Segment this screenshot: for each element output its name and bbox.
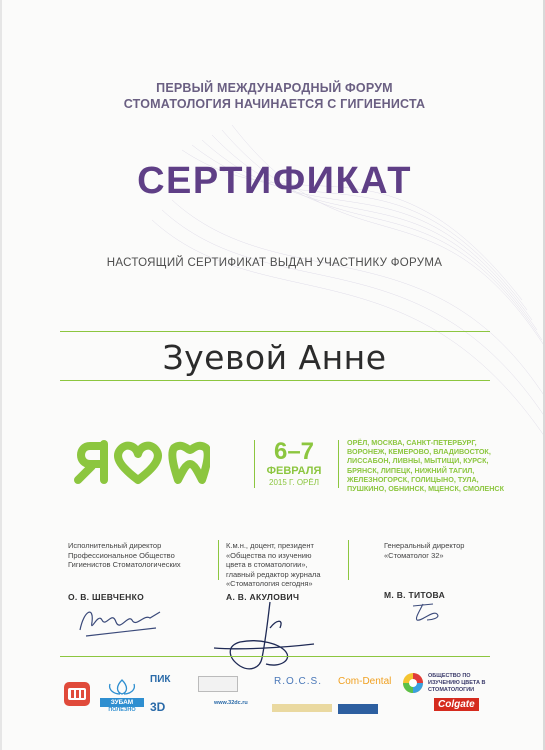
position-line: Профессиональное Общество xyxy=(68,550,175,560)
sponsor-logos xyxy=(62,668,502,716)
position-line: Исполнительный директор xyxy=(68,541,162,550)
signatory-3-name: М. В. ТИТОВА xyxy=(384,590,446,600)
sponsor-color-society: ОБЩЕСТВО ПО ИЗУЧЕНИЮ ЦВЕТА В СТОМАТОЛОГИИ xyxy=(428,673,486,693)
position-line: «Общества по изучению xyxy=(226,550,312,560)
cities-line: ЖЕЛЕЗНОГОРСК, ГОЛИЦЫНО, ТУЛА, xyxy=(347,474,479,484)
sponsor-rocs: R.O.C.S. xyxy=(274,676,323,687)
issued-text: НАСТОЯЩИЙ СЕРТИФИКАТ ВЫДАН УЧАСТНИКУ ФОРУМА xyxy=(106,257,443,269)
signatory-3-position xyxy=(384,541,504,560)
event-dates: 6–7 xyxy=(273,438,315,465)
sponsor-logo-blue-bar xyxy=(338,704,378,714)
signatory-2-position xyxy=(226,541,346,589)
sponsor-logo-red-icon xyxy=(62,680,92,708)
color-wheel-icon xyxy=(402,672,424,694)
signatory-separator xyxy=(218,540,219,580)
forum-title-line-2: СТОМАТОЛОГИЯ НАЧИНАЕТСЯ С ГИГИЕНИСТА xyxy=(123,97,426,111)
recipient-name: Зуевой Анне xyxy=(162,338,387,377)
signatory-separator xyxy=(348,540,349,580)
certificate-title: СЕРТИФИКАТ xyxy=(137,160,412,202)
cities-line: БРЯНСК, ЛИПЕЦК, НИЖНИЙ ТАГИЛ, xyxy=(347,465,475,475)
signatory-1-position xyxy=(68,541,218,570)
position-line: Генеральный директор xyxy=(384,541,465,550)
sponsor-3d: 3D xyxy=(150,700,166,714)
position-line: главный редактор журнала xyxy=(226,569,321,579)
sponsor-zubam xyxy=(100,678,144,713)
cities-line: ПУШКИНО, ОБНИНСК, МЦЕНСК, СМОЛЕНСК xyxy=(347,484,504,494)
zubam-label: ЗУБАМ xyxy=(100,698,144,707)
position-line: «Стоматолог 32» xyxy=(384,550,444,560)
cities-list xyxy=(347,438,507,493)
sponsor-logo-box xyxy=(198,676,238,692)
signature-2-icon xyxy=(210,598,320,678)
logo-separator xyxy=(254,440,255,488)
sponsor-colgate: Colgate xyxy=(434,698,479,711)
polezno-label: ПОЛЕЗНО xyxy=(108,707,136,713)
position-line: К.м.н., доцент, президент xyxy=(226,541,314,550)
position-line: цвета в стоматологии», xyxy=(226,560,308,569)
signatory-1-name: О. В. ШЕВЧЕНКО xyxy=(68,592,145,602)
position-line: Гигиенистов Стоматологических xyxy=(68,560,181,569)
cities-line: ОРЁЛ, МОСКВА, САНКТ-ПЕТЕРБУРГ, xyxy=(347,438,477,447)
date-separator xyxy=(338,440,339,488)
signature-1-icon xyxy=(72,600,167,645)
lotus-icon xyxy=(100,678,144,696)
cities-line: ВОРОНЕЖ, КЕМЕРОВО, ВЛАДИВОСТОК, xyxy=(347,447,491,457)
event-month: ФЕВРАЛЯ xyxy=(266,465,322,477)
sponsor-pik: ПИК xyxy=(150,674,171,685)
event-year-city: 2015 Г. ОРЁЛ xyxy=(269,478,319,487)
forum-title xyxy=(2,80,545,112)
top-divider xyxy=(60,331,490,332)
forum-logo-icon xyxy=(70,438,210,486)
sponsor-comdental: Com-Dental xyxy=(338,676,392,687)
signatory-2-name: А. В. АКУЛОВИЧ xyxy=(226,592,300,602)
signature-3-icon xyxy=(407,598,447,624)
sponsor-logo-bar xyxy=(272,704,332,712)
cities-line: ЛИССАБОН, ЛИВНЫ, МЫТИЩИ, КУРСК, xyxy=(347,456,489,466)
forum-title-line-1: ПЕРВЫЙ МЕЖДУНАРОДНЫЙ ФОРУМ xyxy=(156,81,393,95)
sponsors-divider xyxy=(60,656,490,657)
sponsor-site: www.32dc.ru xyxy=(214,700,248,706)
bottom-divider xyxy=(60,380,490,381)
position-line: «Стоматология сегодня» xyxy=(226,579,313,588)
